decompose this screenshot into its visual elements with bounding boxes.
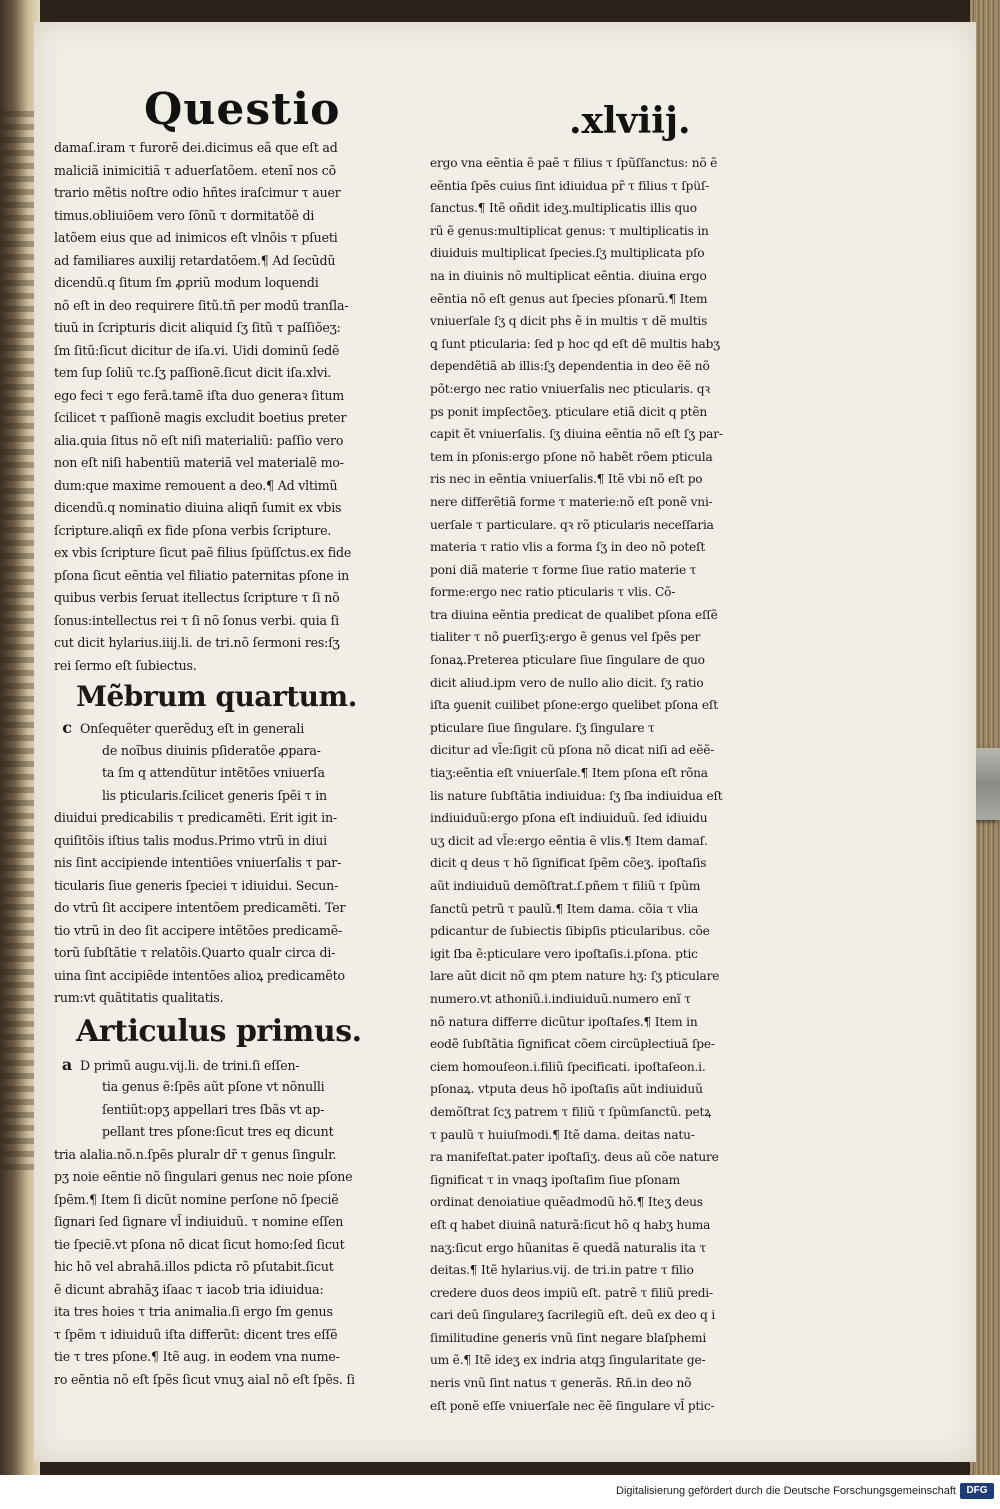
membrum-heading: Mẽbrum quartum. bbox=[76, 680, 357, 713]
text-line: ſcilicet τ paſſionẽ magis excludit boetius preter bbox=[54, 410, 347, 425]
text-line: ſanctus.¶ Itẽ oñdit ideʒ.multiplicatis illis quo bbox=[430, 201, 697, 216]
text-line: naʒ:ſicut ergo hũanitas ẽ quedã naturalis ita τ bbox=[430, 1240, 707, 1255]
text-line: tra diuina eẽntia predicat de qualibet pſona eſſẽ bbox=[430, 607, 718, 622]
text-line: ad familiares auxilij retardatõem.¶ Ad ſecũdũ bbox=[54, 252, 336, 268]
initial-guide-letter: a bbox=[61, 1054, 73, 1074]
articulus-heading: Articulus primus. bbox=[76, 1013, 362, 1049]
text-line: poni diã materie τ forme ſiue ratio materie τ bbox=[430, 562, 697, 577]
text-line: dicit q deus τ hõ ſignificat ſpẽm cõeʒ. ipoſtaſis bbox=[430, 856, 707, 871]
text-line: latõem eius que ad inimicos eſt vlnõis τ pſueti bbox=[54, 230, 338, 245]
text-line bbox=[54, 717, 414, 740]
text-line: tialiter τ nõ ꝑuerſiʒ:ergo ẽ genus vel ſpẽs per bbox=[430, 630, 701, 645]
running-head: Questio bbox=[144, 84, 341, 135]
text-line: aũt indiuiduũ demõſtrat.ſ.pñem τ filiũ τ ſpũm bbox=[430, 879, 701, 893]
text-line: nere differẽtiã forme τ materie:nõ eſt ponẽ vni- bbox=[430, 494, 713, 509]
paragraph-4 bbox=[54, 1076, 414, 1144]
text-line: na in diuinis nõ multiplicat eẽntia. diuina ergo bbox=[430, 268, 707, 283]
paragraph-4-first-line: D primũ augu.vij.li. de trini.ſi eſſen- bbox=[80, 1057, 300, 1073]
facing-page-text-edge bbox=[2, 110, 36, 1170]
text-line: ſcripture.aliqñ ex fide pſona verbis ſcripture. bbox=[54, 522, 332, 538]
text-line: do vtrũ ſit accipere intentõem predicamẽti. Ter bbox=[54, 900, 346, 915]
text-line: lare aũt dicit nõ qm ptem nature hʒ: ſʒ pticulare bbox=[430, 969, 720, 984]
left-column bbox=[54, 137, 414, 1391]
text-line: igit ſba ẽ:pticulare vero ipoſtaſis.i.pſona. ptic bbox=[430, 946, 698, 961]
text-line: nis ſint accipiende intentiões vniuerſalis τ par- bbox=[54, 855, 342, 870]
text-line: maliciã inimicitiã τ aduerſatõem. etenĩ nos cõ bbox=[54, 162, 336, 178]
text-line: cari deũ ſingulareʒ ſacrilegiũ eſt. deũ ex deo q i bbox=[430, 1308, 716, 1323]
text-line: tia genus ẽ:ſpẽs aũt pſone vt nõnulli bbox=[102, 1079, 325, 1094]
text-line: ordinat denoiatiue quẽadmodũ hõ.¶ Iteʒ deus bbox=[430, 1195, 703, 1210]
text-line: pellant tres pſone:ſicut tres eq dicunt bbox=[102, 1124, 334, 1139]
text-line: ta ſm q attendũtur intẽtões vniuerſa bbox=[102, 765, 325, 780]
dfg-logo: DFG bbox=[960, 1483, 994, 1499]
text-line: eſt q habet diuinã naturã:ſicut hõ q habʒ huma bbox=[430, 1217, 711, 1232]
text-line: uerſale τ particulare. qꝛ rõ pticularis neceſſaria bbox=[430, 517, 714, 532]
footer-bar bbox=[0, 1475, 1000, 1509]
text-line: hic hõ vel abrahã.illos pdicta rõ pſutabit.ſicut bbox=[54, 1259, 334, 1274]
text-line: ciem homouſeon.i.filiũ ſpecificati. ipoſtaſeon.i. bbox=[430, 1059, 706, 1074]
text-line: ra manifeſtat.pater ipoſtaſiʒ. deus aũ cõe nature bbox=[430, 1150, 719, 1165]
text-line: diuidui predicabilis τ predicamẽti. Erit igit in- bbox=[54, 810, 337, 825]
text-line: ro eẽntia nõ eſt ſpẽs ſicut vnuʒ aial nõ eſt ſpẽs. ſi bbox=[54, 1371, 355, 1387]
text-line: numero.vt athoniũ.i.indiuiduũ.numero enĩ τ bbox=[430, 991, 691, 1006]
text-line: tie ſpeciẽ.vt pſona nõ dicat ſicut homo:ſed ſicut bbox=[54, 1236, 345, 1252]
text-line: demõſtrat ſcʒ patrem τ filiũ τ ſpũmſanctũ. petꝝ bbox=[430, 1104, 712, 1119]
text-line: pſona ſicut eẽntia vel filiatio paternitas pſone in bbox=[54, 567, 350, 583]
text-line: vniuerſale ſʒ q dicit phs ẽ in multis τ dẽ multis bbox=[430, 314, 708, 329]
text-line: ſimilitudine generis vnũ ſint negare blaſphemi bbox=[430, 1330, 707, 1345]
text-line: non eſt niſi habentiũ materiã vel materialẽ mo- bbox=[54, 455, 344, 470]
text-line: torũ ſubſtãtie τ relatõis.Quarto qualr circa di- bbox=[54, 945, 336, 960]
paragraph-2-first-line: Onſequẽter querẽduʒ eſt in generali bbox=[80, 721, 305, 736]
paragraph-5 bbox=[54, 1144, 414, 1392]
text-line: pticulare ſiue ſingulare. ſʒ ſingulare τ bbox=[430, 720, 655, 735]
text-line: indiuiduũ:ergo pſona eſt indiuiduũ. ſed idiuidu bbox=[430, 811, 708, 826]
text-line: quiſitõis iſtius talis modus.Primo vtrũ in diui bbox=[54, 832, 327, 848]
text-line: tio vtrũ in deo ſit accipere intẽtões predicamẽ- bbox=[54, 922, 343, 938]
text-line: τ paulũ τ huiuſmodi.¶ Itẽ dama. deitas natu- bbox=[430, 1127, 695, 1142]
text-line: tria alalia.nõ.n.ſpẽs pluralr dr̃ τ genus ſingulr. bbox=[54, 1146, 337, 1162]
text-line: uina ſint accipiẽde intentões alioꝝ predicamẽto bbox=[54, 967, 345, 983]
text-line: ſignari ſed ſignare vl̃ indiuiduũ. τ nomine eſſen bbox=[54, 1214, 344, 1229]
text-line: eẽntia ſpẽs cuius ſint idiuidua pr̃ τ filius τ ſpüſ- bbox=[430, 178, 710, 193]
text-line: diuiduis multiplicat ſpecies.ſʒ multiplicata pſo bbox=[430, 246, 705, 261]
text-line: ex vbis ſcripture ſicut paẽ filius ſpüſſctus.ex fide bbox=[54, 545, 352, 560]
text-line: quibus verbis ſeruat itellectus ſcripture τ ſi nõ bbox=[54, 590, 340, 605]
text-line: rei ſermo eſt ſubiectus. bbox=[54, 657, 197, 673]
text-line: ẽ dicunt abrahãʒ iſaac τ iacob tria idiuidua: bbox=[54, 1281, 324, 1297]
text-line: damaſ.iram τ furorẽ dei.dicimus eã que eſt ad bbox=[54, 140, 338, 155]
text-line: materia τ ratio vlis a forma ſʒ in deo nõ poteſt bbox=[430, 540, 706, 555]
text-line: ſentiũt:opʒ appellari tres ſbãs vt ap- bbox=[102, 1101, 325, 1117]
text-line: tem ſup ſoliũ τc.ſʒ paſſionẽ.ſicut dicit iſa.xlvi. bbox=[54, 365, 332, 380]
paragraph-2 bbox=[54, 740, 414, 808]
folio-number: .xlviij. bbox=[569, 100, 691, 142]
text-line: iſta ꝯuenit cuilibet pſone:ergo quelibet pſona eſt bbox=[430, 698, 718, 713]
text-line: deitas.¶ Itẽ hylarius.vij. de tri.in patre τ filio bbox=[430, 1263, 694, 1278]
text-line: lis nature ſubſtãtia indiuidua: ſʒ ſba indiuidua eſt bbox=[430, 788, 723, 803]
text-line: trario mẽtis noſtre odio hñtes iraſcimur τ auer bbox=[54, 185, 341, 200]
text-line: ris nec in eẽntia vniuerſalis.¶ Itẽ vbi nõ eſt po bbox=[430, 472, 703, 487]
text-line: credere duos deos impiũ eſt. patrẽ τ filiũ predi- bbox=[430, 1285, 713, 1300]
text-line: eodẽ ſubſtãtia ſignificat cõem circũplectiuã ſpe- bbox=[430, 1037, 715, 1052]
right-column bbox=[430, 152, 800, 1417]
paragraph-3 bbox=[54, 807, 414, 1010]
text-line: lis pticularis.ſcilicet generis ſpẽi τ in bbox=[102, 787, 327, 803]
text-line: tiuũ in ſcripturis dicit aliquid ſʒ ſitũ τ paſſiõeʒ: bbox=[54, 320, 341, 335]
text-line: dicit aliud.ipm vero de nullo alio dicit. ſʒ ratio bbox=[430, 675, 704, 690]
text-line: pʒ noie eẽntie nõ ſingulari genus nec noie pſone bbox=[54, 1169, 353, 1184]
text-line: timus.obliuiõem vero ſõnũ τ dormitatõẽ di bbox=[54, 207, 315, 223]
text-line: tiaʒ:eẽntia eſt vniuerſale.¶ Item pſona eſt rõna bbox=[430, 766, 708, 781]
text-line: rum:vt quãtitatis qualitatis. bbox=[54, 990, 224, 1005]
text-line: dicendũ.q ſitum ſm ꝓpriũ modum loquendi bbox=[54, 275, 319, 290]
text-line: ego feci τ ego ferã.tamẽ iſta duo generaꝛ ſitum bbox=[54, 387, 344, 403]
text-line: nõ eſt in deo requirere ſitũ.tñ per modũ tranſla- bbox=[54, 297, 349, 313]
text-line: ſonus:intellectus rei τ ſi nõ ſonus verbi. quia ſi bbox=[54, 612, 339, 628]
text-line: eſt ponẽ eſſe vniuerſale nec ẽẽ ſingulare vl̃ ptic- bbox=[430, 1398, 715, 1413]
text-line: tie τ tres pſone.¶ Itẽ aug. in eodem vna nume- bbox=[54, 1349, 340, 1364]
text-line: ꝗ ſunt pticularia: ſed p hoc qd eſt dẽ multis habʒ bbox=[430, 336, 720, 351]
text-line: pdicantur de ſubiectis ſibipſis pticularibus. cõe bbox=[430, 924, 710, 939]
text-line: ſonaꝝ.Preterea pticulare ſiue ſingulare de quo bbox=[430, 653, 705, 668]
text-line: dicitur ad vl̃e:ſigit cũ pſona nõ dicat niſi ad eẽẽ- bbox=[430, 743, 715, 758]
text-line: ſm ſitũ:ſicut dicitur de iſa.vi. Uidi dominũ ſedẽ bbox=[54, 342, 340, 358]
paragraph-1 bbox=[54, 137, 414, 677]
text-line: ſpẽm.¶ Item ſi dicũt nomine perſone nõ ſpeciẽ bbox=[54, 1191, 339, 1207]
text-line: dicendũ.q nominatio diuina aliqñ ſumit ex vbis bbox=[54, 500, 342, 515]
text-line: nõ natura differre dicũtur ipoſtaſes.¶ Item in bbox=[430, 1014, 698, 1029]
printed-page bbox=[34, 22, 976, 1462]
funding-credit: Digitalisierung gefördert durch die Deutsche Forschungsgemeinschaft bbox=[616, 1485, 956, 1497]
text-line: ſanctũ petrũ τ paulũ.¶ Item dama. cõia τ vlia bbox=[430, 901, 699, 916]
text-line: ergo vna eẽntia ẽ paẽ τ filius τ ſpũſſanctus: nõ ẽ bbox=[430, 156, 718, 170]
text-line: ita tres hoies τ tria animalia.ſi ergo ſm genus bbox=[54, 1304, 333, 1319]
text-line: uʒ dicit ad vl̃e:ergo eẽntia ẽ vlis.¶ Item damaſ. bbox=[430, 833, 708, 848]
text-line: eẽntia nõ eſt genus aut ſpecies pſonarũ.¶ Item bbox=[430, 291, 708, 306]
text-line: dependẽtiã ab illis:ſʒ dependentia in deo ẽẽ nõ bbox=[430, 359, 710, 374]
initial-guide-letter: c bbox=[62, 718, 72, 737]
text-line: põt:ergo nec ratio vniuerſalis nec pticularis. qꝛ bbox=[430, 381, 710, 396]
text-line: forme:ergo nec ratio pticularis τ vlis. Cõ- bbox=[430, 585, 676, 600]
text-line: cut dicit hylarius.iiij.li. de tri.nõ ſermoni res:ſʒ bbox=[54, 635, 340, 650]
text-line: pſonaꝝ. vtputa deus hõ ipoſtaſis aũt indiuiduũ bbox=[430, 1082, 703, 1097]
text-line: capit ẽt vniuerſalis. ſʒ diuina eẽntia nõ eſt ſʒ par- bbox=[430, 427, 723, 442]
text-line: tem in pſonis:ergo pſone nõ habẽt rõem pticula bbox=[430, 449, 713, 464]
text-line bbox=[54, 1054, 414, 1077]
text-line: τ ſpẽm τ idiuiduũ iſta differũt: dicent tres eſſẽ bbox=[54, 1326, 338, 1342]
text-line: ps ponit impſectõeʒ. pticulare etiã dicit q ptẽn bbox=[430, 404, 707, 419]
text-line: dum:que maxime remouent a deo.¶ Ad vltimũ bbox=[54, 477, 338, 493]
text-line: neris vnũ ſint natus τ generãs. Rñ.in deo nõ bbox=[430, 1376, 692, 1391]
text-line: de noĩbus diuinis pſideratõe ꝓpara- bbox=[102, 742, 321, 758]
text-line: um ẽ.¶ Itẽ ideʒ ex indria atqꝫ ſingularitate ge- bbox=[430, 1353, 706, 1368]
text-line: alia.quia ſitus nõ eſt niſi materialiũ: paſſio vero bbox=[54, 432, 344, 448]
text-line: ſignificat τ in vnaqꝫ ipoſtaſim ſiue pſonam bbox=[430, 1172, 680, 1187]
text-line: rũ ẽ genus:multiplicat genus: τ multiplicatis in bbox=[430, 223, 709, 238]
text-line: ticularis ſiue generis ſpeciei τ idiuidui. Secun- bbox=[54, 877, 339, 893]
